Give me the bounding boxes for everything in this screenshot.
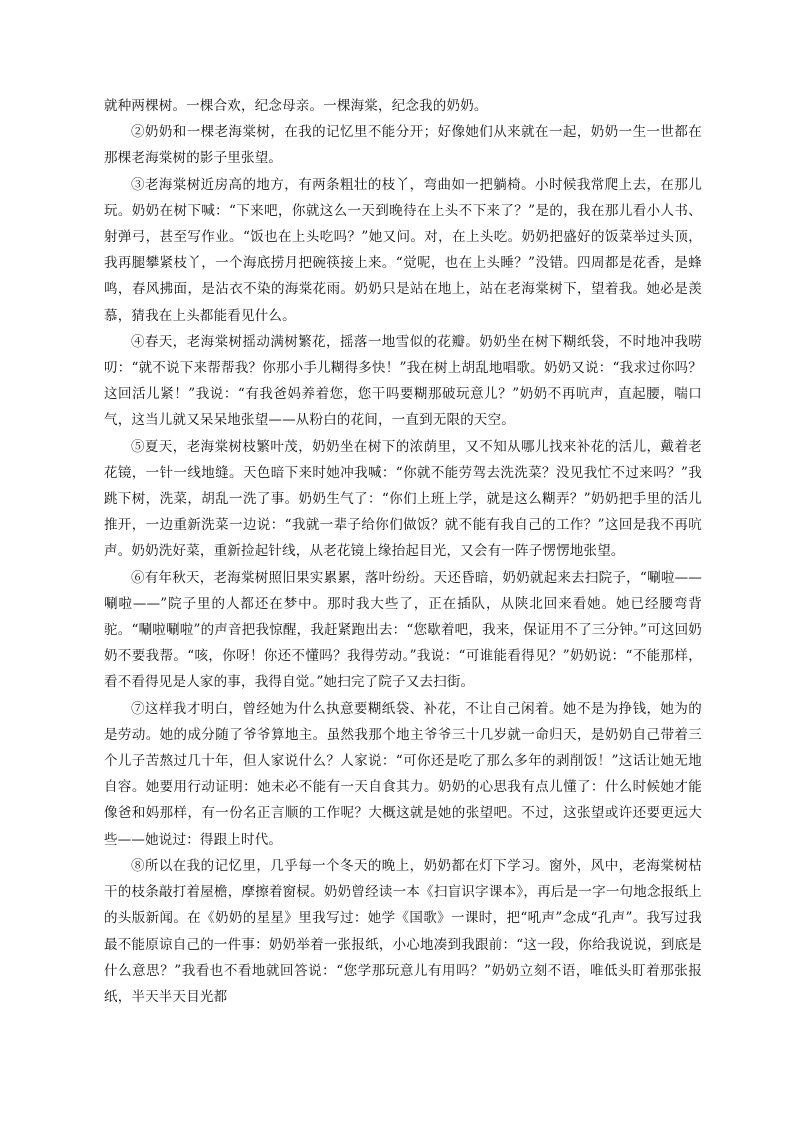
paragraph-3: ③老海棠树近房高的地方，有两条粗壮的枝丫，弯曲如一把躺椅。小时候我常爬上去，在那儿玩。奶奶在树下喊：“下来吧，你就这么一天到晚待在上头不下来了？”是的，我在那儿看小人书、射弹弓，甚至写作业。“饭也在上头吃吗？”她又问。对，在上头吃。奶奶把盛好的饭菜举过头顶，我再腿攀紧枝丫，一个海底捞月把碗筷接上来。“觉呢，也在上头睡？”没错。四周都是花香，是蜂鸣，春风拂面，是沾衣不染的海棠花雨。奶奶只是站在地上，站在老海棠树下，望着我。她必是羡慕，猜我在上头都能看见什么。 [104,176,702,324]
paragraph-6: ⑥有年秋天，老海棠树照旧果实累累，落叶纷纷。天还昏暗，奶奶就起来去扫院子，“唰啦——唰啦——”院子里的人都还在梦中。那时我大些了，正在插队，从陕北回来看她。她已经腰弯背驼。“唰啦唰啦”的声音把我惊醒，我赶紧跑出去：“您歇着吧，我来，保证用不了三分钟。”可这回奶奶不要我帮。“咳，你呀！你还不懂吗？我得劳动。”我说：“可谁能看得见？”奶奶说：“不能那样，看不看得见是人家的事，我得自觉。”她扫完了院子又去扫街。 [104,569,702,691]
paragraph-7: ⑦这样我才明白，曾经她为什么执意要糊纸袋、补花，不让自己闲着。她不是为挣钱，她为的是劳动。她的成分随了爷爷算地主。虽然我那个地主爷爷三十几岁就一命归天，是奶奶自己带着三个儿子苦熬过几十年，但人家说什么？人家说：“可你还是吃了那么多年的剥削饭！”这话让她无地自容。她要用行动证明：她未必不能有一天自食其力。奶奶的心思我有点儿懂了：什么时候她才能像爸和妈那样，有一份名正言顺的工作呢？大概这就是她的张望吧。不过，这张望或许还要更远大些——她说过：得跟上时代。 [104,700,702,848]
paragraph-2: ②奶奶和一棵老海棠树，在我的记忆里不能分开；好像她们从来就在一起，奶奶一生一世都在那棵老海棠树的影子里张望。 [104,124,702,167]
article-body [104,93,702,1010]
paragraph-5: ⑤夏天，老海棠树枝繁叶茂，奶奶坐在树下的浓荫里，又不知从哪儿找来补花的活儿，戴着老花镜，一针一线地缝。天色暗下来时她冲我喊：“你就不能劳驾去洗洗菜？没见我忙不过来吗？”我跳下树，洗菜，胡乱一洗了事。奶奶生气了：“你们上班上学，就是这么糊弄？”奶奶把手里的活儿推开，一边重新洗菜一边说：“我就一辈子给你们做饭？就不能有我自己的工作？”这回是我不再吭声。奶奶洗好菜，重新捡起针线，从老花镜上缘抬起目光，又会有一阵子愣愣地张望。 [104,438,702,560]
paragraph-1-continuation: 就种两棵树。一棵合欢，纪念母亲。一棵海棠，纪念我的奶奶。 [104,98,488,114]
paragraph-4: ④春天，老海棠树摇动满树繁花，摇落一地雪似的花瓣。奶奶坐在树下糊纸袋，不时地冲我唠叨：“就不说下来帮帮我？你那小手儿糊得多快！”我在树上胡乱地唱歌。奶奶又说：“我求过你吗？这回活儿紧！”我说：“有我爸妈养着您，您干吗要糊那破玩意儿？”奶奶不再吭声，直起腰，喘口气，这当儿就又呆呆地张望——从粉白的花间，一直到无限的天空。 [104,333,702,429]
paragraph-8: ⑧所以在我的记忆里，几乎每一个冬天的晚上，奶奶都在灯下学习。窗外，风中，老海棠树枯干的枝条敲打着屋檐，摩擦着窗棂。奶奶曾经读一本《扫盲识字课本》，再后是一字一句地念报纸上的头版新闻。在《奶奶的星星》里我写过：她学《国歌》一课时，把“吼声”念成“孔声”。我写过我最不能原谅自己的一件事：奶奶举着一张报纸，小心地凑到我跟前：“这一段，你给我说说，到底是什么意思？”我看也不看地就回答说：“您学那玩意儿有用吗？”奶奶立刻不语，唯低头盯着那张报纸，半天半天目光都 [104,857,702,1005]
